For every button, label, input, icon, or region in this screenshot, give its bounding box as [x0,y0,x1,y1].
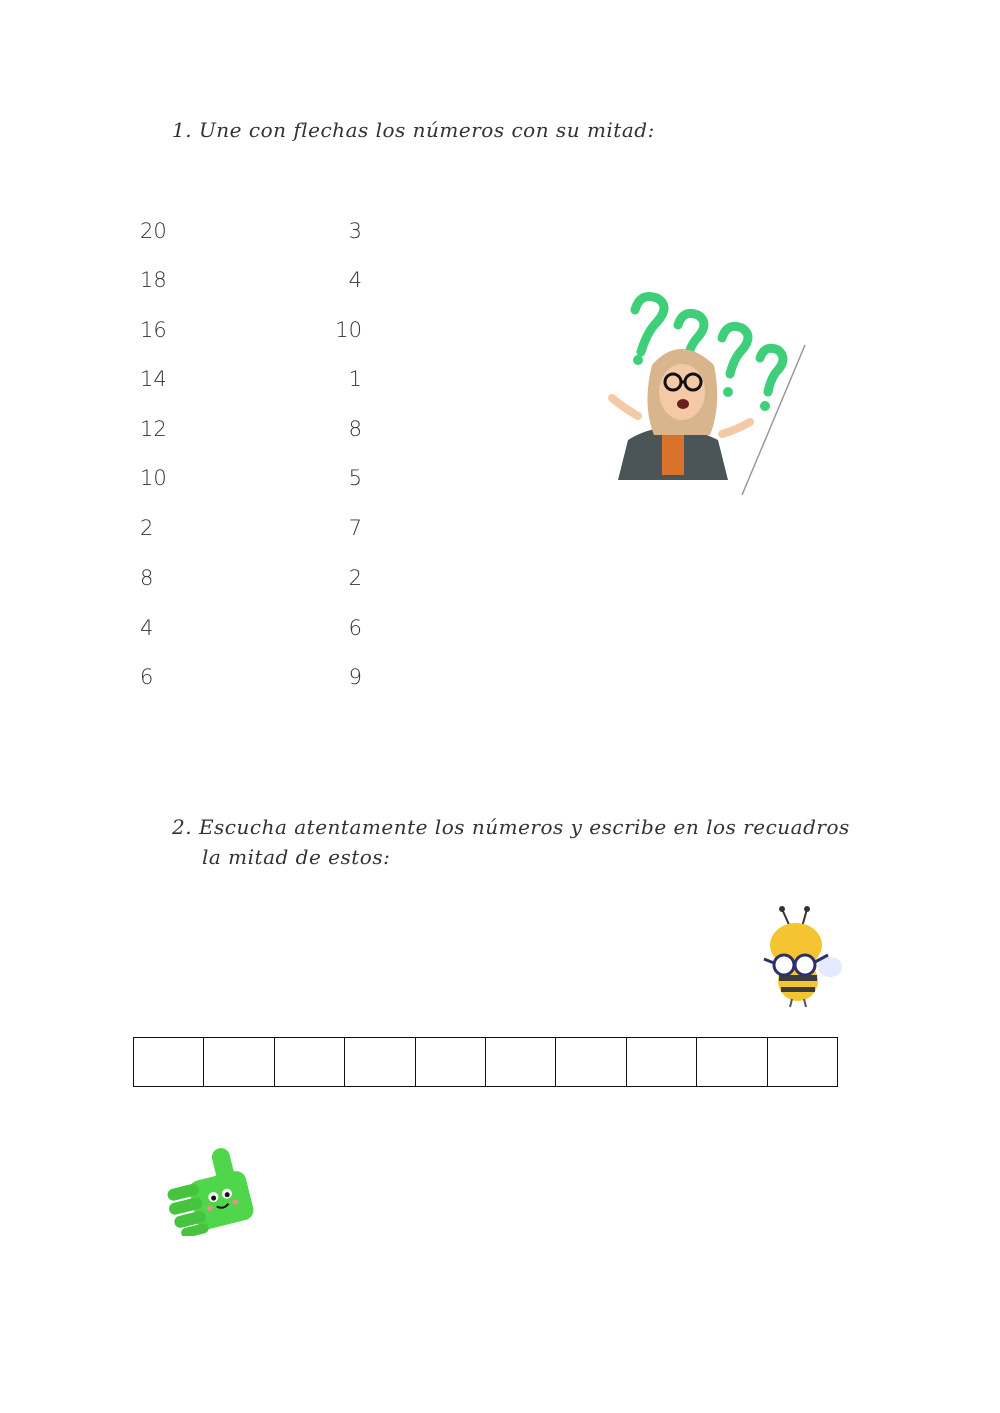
left-number[interactable]: 20 [140,219,167,243]
right-number[interactable]: 7 [348,516,362,540]
green-thumbs-up-icon [162,1148,257,1240]
right-number[interactable]: 10 [335,318,362,342]
right-number[interactable]: 6 [348,616,362,640]
left-number[interactable]: 8 [140,566,154,590]
right-number[interactable]: 2 [348,566,362,590]
answer-box[interactable] [275,1038,345,1086]
right-number[interactable]: 1 [348,367,362,391]
left-number[interactable]: 6 [140,665,154,689]
answer-box[interactable] [697,1038,767,1086]
answer-box[interactable] [556,1038,626,1086]
confused-person-icon [600,280,810,504]
question-1-title: 1. Une con flechas los números con su mitad: [172,118,655,142]
answer-box[interactable] [627,1038,697,1086]
left-number[interactable]: 14 [140,367,167,391]
answer-box[interactable] [416,1038,486,1086]
answer-box[interactable] [204,1038,274,1086]
left-number[interactable]: 18 [140,268,167,292]
right-number[interactable]: 3 [348,219,362,243]
right-number[interactable]: 8 [348,417,362,441]
right-number[interactable]: 9 [348,665,362,689]
right-number[interactable]: 4 [348,268,362,292]
question-2-title-line-1: 2. Escucha atentamente los números y escribe en los recuadros [172,815,850,839]
answer-box[interactable] [345,1038,415,1086]
bee-with-glasses-icon [752,905,844,1015]
answer-box[interactable] [768,1038,838,1086]
answer-boxes-row [133,1037,838,1087]
question-2-title-line-2: la mitad de estos: [202,845,391,869]
answer-box[interactable] [486,1038,556,1086]
left-number[interactable]: 12 [140,417,167,441]
left-number[interactable]: 2 [140,516,154,540]
left-number[interactable]: 16 [140,318,167,342]
answer-box[interactable] [134,1038,204,1086]
left-number[interactable]: 4 [140,616,154,640]
left-number[interactable]: 10 [140,466,167,490]
right-number[interactable]: 5 [348,466,362,490]
